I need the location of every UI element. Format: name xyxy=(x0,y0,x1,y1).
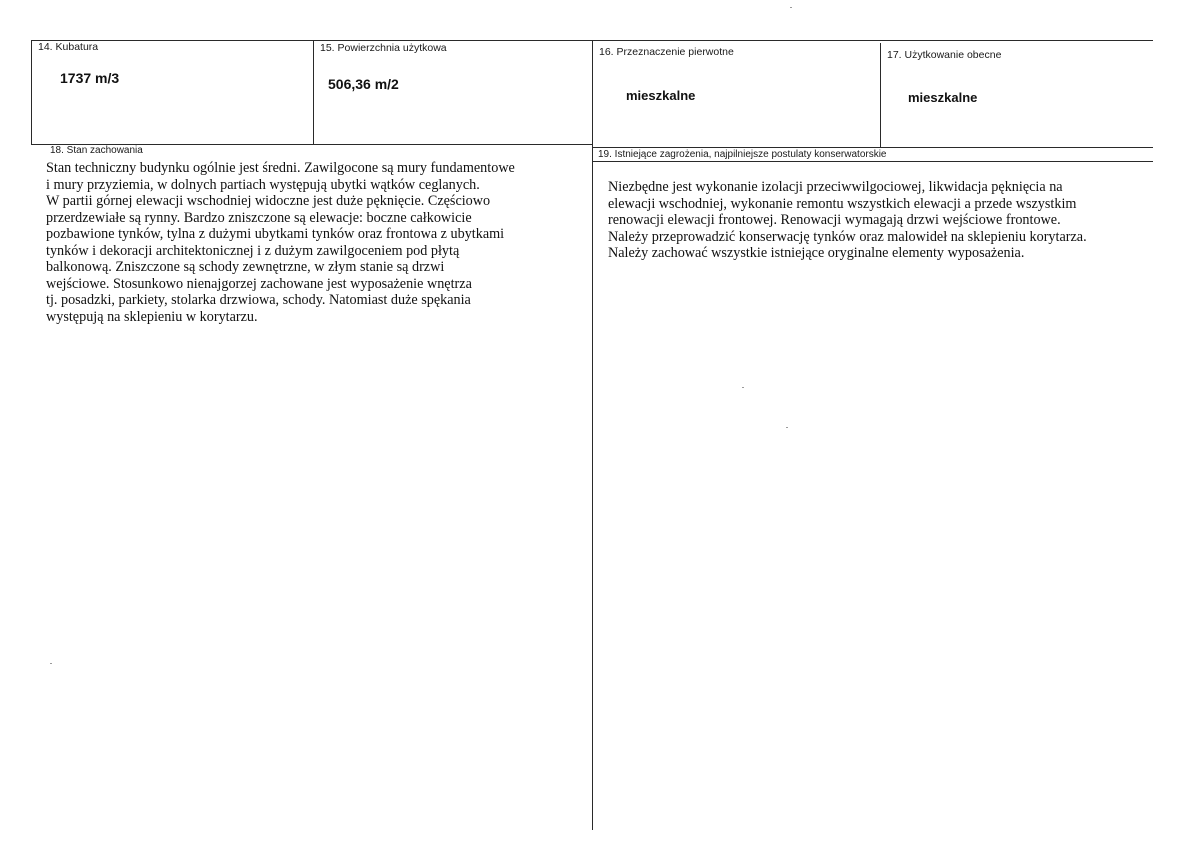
stan-line: balkonową. Zniszczone są schody zewnętrzne, w złym stanie są drzwi xyxy=(46,259,445,275)
stan-line: wejściowe. Stosunkowo nienajgorzej zachowane jest wyposażenie wnętrza xyxy=(46,275,472,292)
divider-15-16 xyxy=(592,40,593,830)
stan-line: i mury przyziemia, w dolnych partiach występują ubytki wątków ceglanych. xyxy=(46,176,480,193)
stan-line: przerdzewiałe są rynny. Bardzo zniszczone są elewacje: boczne całkowicie xyxy=(46,209,472,226)
row-divider-right xyxy=(592,147,1153,148)
stan-line: Stan techniczny budynku ogólnie jest średni. Zawilgocone są mury fundamentowe xyxy=(46,160,515,176)
uzytkowanie-value: mieszkalne xyxy=(908,90,978,105)
zagrozenia-text xyxy=(608,179,1087,262)
stan-line: występują na sklepieniu w korytarzu. xyxy=(46,308,258,325)
przeznaczenie-label: 16. Przeznaczenie pierwotne xyxy=(599,46,734,58)
przeznaczenie-value: mieszkalne xyxy=(626,88,696,103)
left-border-line xyxy=(31,40,32,144)
divider-14-15 xyxy=(313,40,314,144)
zagrozenia-label: 19. Istniejące zagrożenia, najpilniejsze postulaty konserwatorskie xyxy=(598,149,887,160)
zagrozenia-line: Należy przeprowadzić konserwację tynków oraz malowideł na sklepieniu korytarza. xyxy=(608,228,1087,245)
kubatura-label: 14. Kubatura xyxy=(38,41,99,53)
powierzchnia-label: 15. Powierzchnia użytkowa xyxy=(320,42,447,54)
stan-label: 18. Stan zachowania xyxy=(50,145,143,156)
kubatura-value: 1737 m/3 xyxy=(60,70,120,86)
divider-16-17 xyxy=(880,43,881,147)
scan-speck xyxy=(786,427,788,428)
stan-text xyxy=(46,160,515,325)
zagrozenia-line: Niezbędne jest wykonanie izolacji przeciwwilgociowej, likwidacja pęknięcia na xyxy=(608,179,1063,195)
scan-speck xyxy=(742,387,744,388)
uzytkowanie-label: 17. Użytkowanie obecne xyxy=(887,49,1002,61)
zagrozenia-line: elewacji wschodniej, wykonanie remontu wszystkich elewacji a przede wszystkim xyxy=(608,195,1077,212)
stan-line: W partii górnej elewacji wschodniej widoczne jest duże pęknięcie. Częściowo xyxy=(46,193,491,209)
scan-speck xyxy=(790,7,792,8)
zagrozenia-line: renowacji elewacji frontowej. Renowacji wymagają drzwi wejściowe frontowe. xyxy=(608,212,1061,228)
scan-speck xyxy=(50,663,52,664)
stan-line: tj. posadzki, parkiety, stolarka drzwiowa, schody. Natomiast duże spękania xyxy=(46,292,471,308)
stan-line: pozbawione tynków, tylna z dużymi ubytkami tynków oraz frontowa z ubytkami xyxy=(46,226,505,242)
header-underline-19 xyxy=(592,161,1153,162)
powierzchnia-value: 506,36 m/2 xyxy=(328,76,399,92)
zagrozenia-line: Należy zachować wszystkie istniejące oryginalne elementy wyposażenia. xyxy=(608,245,1025,261)
stan-line: tynków i dekoracji architektonicznej i z dużym zawilgoceniem pod płytą xyxy=(46,242,460,259)
